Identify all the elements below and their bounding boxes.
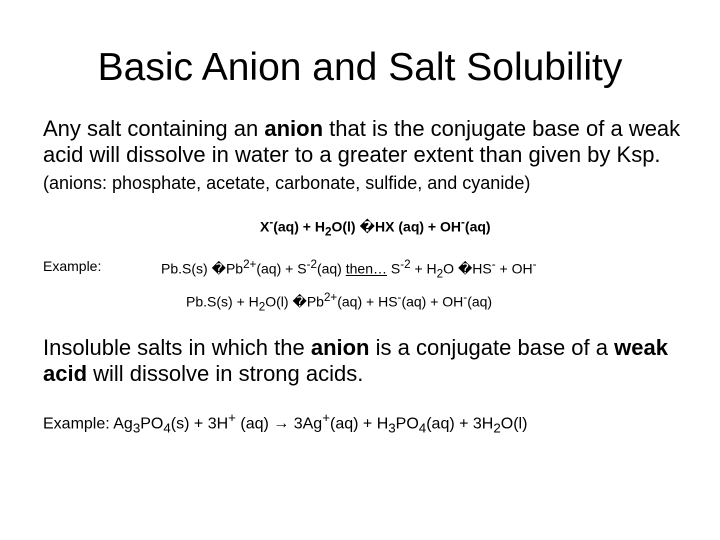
bold-anion: anion bbox=[310, 335, 370, 360]
eq-text: HS bbox=[472, 260, 492, 277]
eq-text: Pb bbox=[225, 260, 244, 277]
equation-ag3po4-dissolution bbox=[43, 410, 527, 436]
equilibrium-arrow-icon: � bbox=[457, 260, 473, 277]
right-arrow-icon: → bbox=[273, 415, 290, 433]
eq-text: (aq) bbox=[464, 218, 491, 235]
eq-text: O(l) bbox=[500, 415, 528, 433]
eq-sup: - bbox=[491, 258, 496, 271]
eq-text: HX (aq) + OH bbox=[375, 218, 462, 235]
eq-sup: - bbox=[461, 216, 465, 229]
eq-sup: + bbox=[322, 410, 330, 425]
eq-sub: 2 bbox=[324, 225, 332, 239]
equation-pbs-overall bbox=[186, 291, 492, 313]
eq-text: 3Ag bbox=[289, 415, 323, 433]
eq-sub: 3 bbox=[388, 420, 396, 436]
slide-title: Basic Anion and Salt Solubility bbox=[97, 46, 623, 89]
eq-text: (aq) + S bbox=[256, 260, 307, 277]
eq-text: (aq) + OH bbox=[401, 293, 464, 310]
eq-text: (s) + 3H bbox=[170, 415, 229, 433]
eq-text: + OH bbox=[495, 260, 533, 277]
text: that is the conjugate base of a weak acid will dissolve in water to a greater extent than given by Ksp. bbox=[43, 116, 681, 167]
bold-weak-acid: weak acid bbox=[43, 335, 668, 386]
eq-sub: 4 bbox=[163, 420, 171, 436]
eq-sub: 3 bbox=[132, 420, 141, 436]
equilibrium-arrow-icon: � bbox=[292, 293, 307, 310]
text: Insoluble salts in which the bbox=[43, 335, 311, 360]
eq-text: (aq) + H bbox=[273, 218, 325, 235]
equation-anion-hydrolysis bbox=[260, 216, 491, 238]
eq-text: + H bbox=[410, 260, 437, 277]
eq-sup: - bbox=[463, 291, 468, 304]
text: is a conjugate base of a bbox=[369, 335, 615, 360]
then-underlined: then… bbox=[345, 260, 387, 277]
text: will dissolve in strong acids. bbox=[87, 361, 364, 386]
eq-sub: 4 bbox=[418, 420, 427, 436]
paragraph-insoluble-salts bbox=[43, 335, 693, 387]
equation-pbs-dissolution bbox=[161, 258, 537, 280]
bold-anion: anion bbox=[264, 116, 324, 141]
equilibrium-arrow-icon: � bbox=[211, 260, 226, 277]
anions-note: (anions: phosphate, acetate, carbonate, sulfide, and cyanide) bbox=[43, 173, 531, 193]
eq-sup: 2+ bbox=[243, 258, 257, 271]
eq-sub: 2 bbox=[493, 420, 501, 436]
eq-sup: -2 bbox=[306, 258, 317, 271]
eq-sup: - bbox=[269, 216, 274, 229]
eq-sup: - bbox=[397, 291, 402, 304]
eq-text: Pb.S(s) bbox=[161, 260, 212, 277]
eq-text: (aq) bbox=[467, 293, 493, 310]
eq-text: (aq) bbox=[235, 415, 274, 433]
example-label: Example: bbox=[43, 258, 102, 274]
eq-text: (aq) bbox=[316, 260, 346, 277]
eq-text: X bbox=[260, 218, 270, 235]
eq-text: PO bbox=[395, 415, 419, 433]
eq-text: O(l) bbox=[265, 293, 293, 310]
eq-sub: 2 bbox=[258, 300, 266, 314]
eq-text: (aq) + H bbox=[330, 415, 389, 433]
eq-text: Pb.S(s) + H bbox=[186, 293, 259, 310]
eq-sup: -2 bbox=[400, 258, 411, 271]
text: Any salt containing an bbox=[43, 116, 265, 141]
equilibrium-arrow-icon: � bbox=[359, 218, 376, 235]
eq-sup: 2+ bbox=[323, 291, 338, 304]
eq-text: O(l) bbox=[331, 218, 360, 235]
paragraph-salt-solubility bbox=[43, 116, 693, 196]
eq-text: (aq) + HS bbox=[337, 293, 398, 310]
eq-sup: + bbox=[228, 410, 236, 425]
eq-text: (aq) + 3H bbox=[426, 415, 494, 433]
eq-sup: - bbox=[532, 258, 537, 271]
eq-sub: 2 bbox=[436, 267, 444, 281]
eq-text: PO bbox=[140, 415, 164, 433]
eq-text: Example: Ag bbox=[43, 415, 133, 433]
eq-text: O bbox=[443, 260, 458, 277]
eq-text: S bbox=[386, 260, 401, 277]
eq-text: Pb bbox=[306, 293, 324, 310]
